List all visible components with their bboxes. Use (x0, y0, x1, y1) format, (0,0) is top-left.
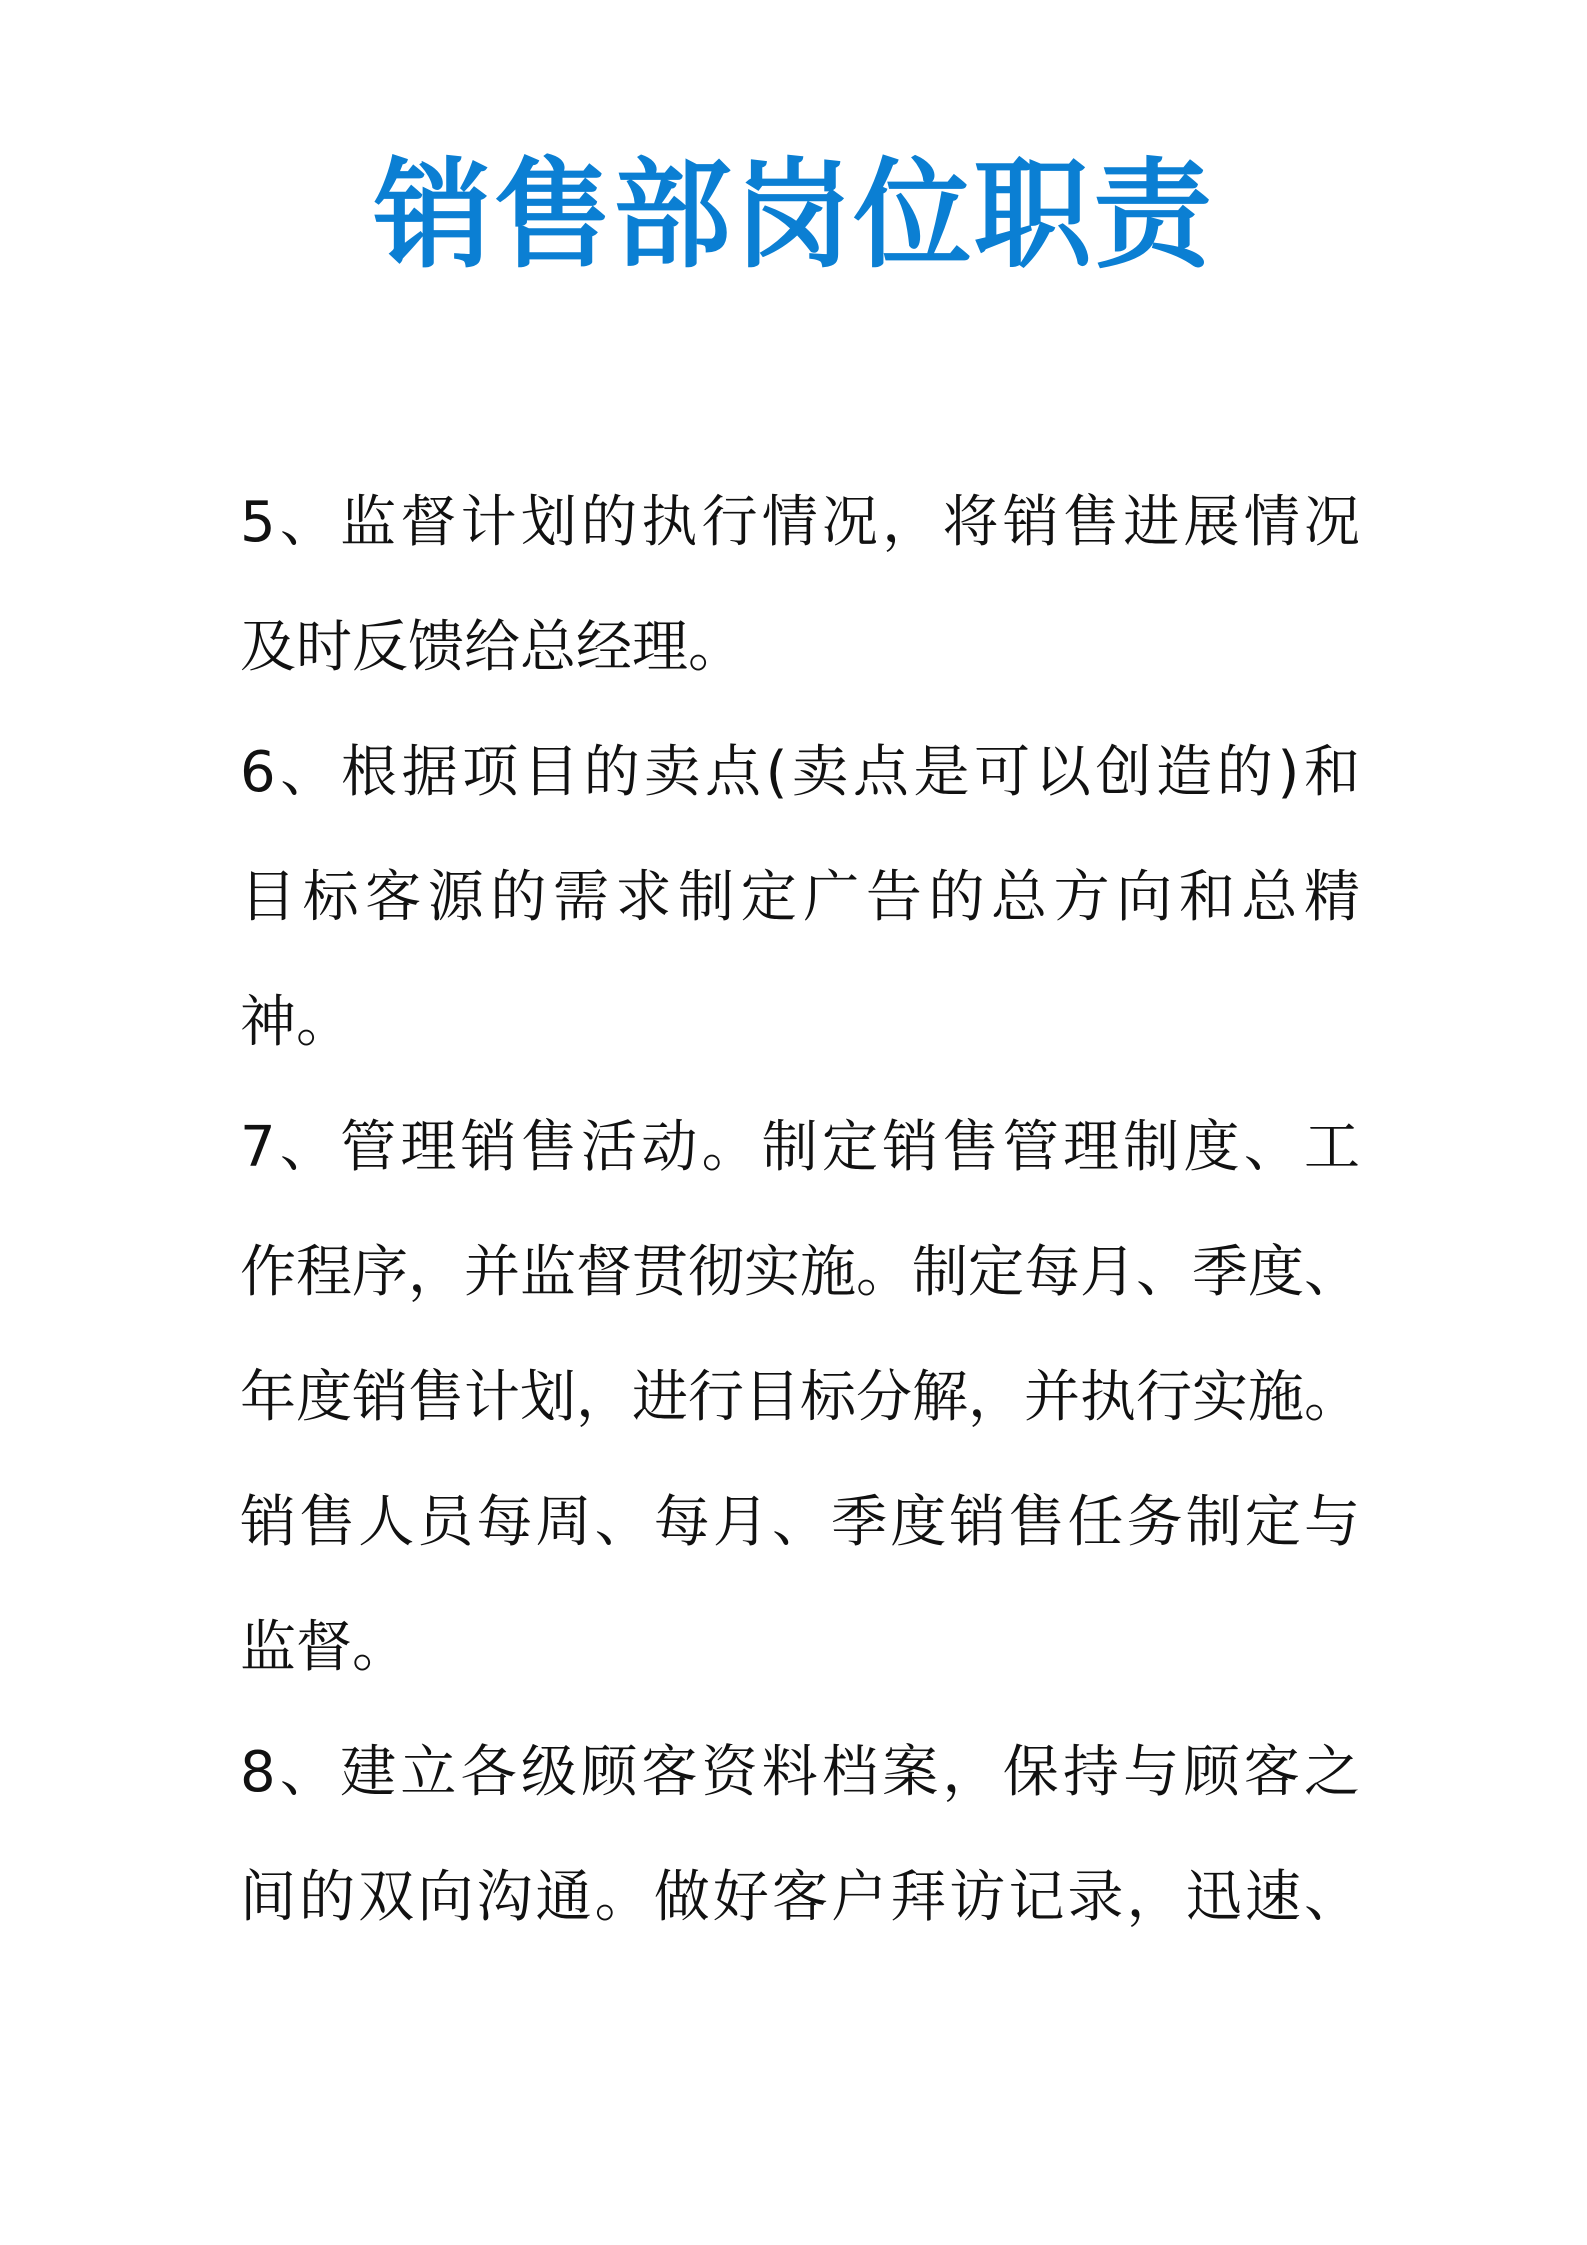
text-line: 8、建立各级顾客资料档案，保持与顾客之 (240, 1740, 1360, 1805)
body-text (240, 460, 1360, 1960)
text-line: 6、根据项目的卖点(卖点是可以创造的)和 (240, 740, 1360, 805)
text-line: 神。 (240, 990, 352, 1055)
text-line: 间的双向沟通。做好客户拜访记录，迅速、 (240, 1865, 1360, 1930)
text-line: 作程序，并监督贯彻实施。制定每月、季度、 (240, 1240, 1360, 1305)
text-line: 监督。 (240, 1615, 408, 1680)
text-line: 及时反馈给总经理。 (240, 615, 744, 680)
text-line: 目标客源的需求制定广告的总方向和总精 (240, 865, 1360, 930)
text-line: 7、管理销售活动。制定销售管理制度、工 (240, 1115, 1360, 1180)
text-line: 销售人员每周、每月、季度销售任务制定与 (240, 1490, 1360, 1555)
page-title: 销售部岗位职责 (373, 146, 1214, 284)
text-line: 年度销售计划，进行目标分解，并执行实施。 (240, 1365, 1360, 1430)
text-line: 5、监督计划的执行情况，将销售进展情况 (240, 490, 1360, 555)
